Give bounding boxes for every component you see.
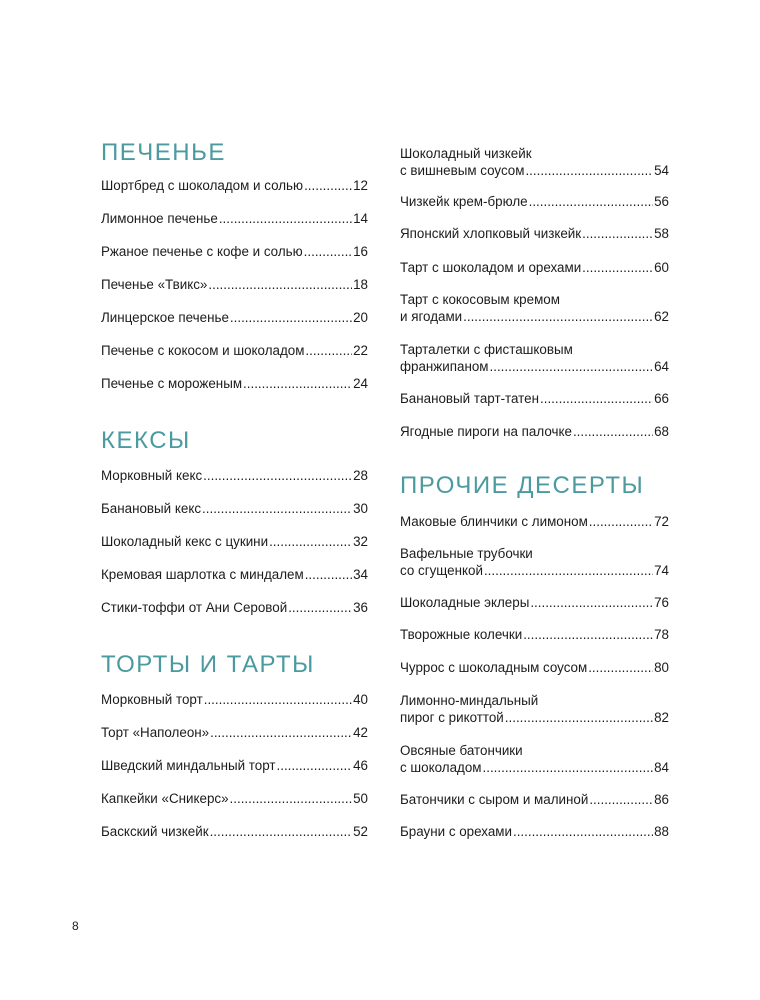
entry-page: 62 (654, 309, 669, 324)
entry-page: 58 (654, 226, 669, 241)
dot-leader (288, 599, 352, 616)
toc-entry[interactable] (400, 742, 669, 776)
entry-page: 40 (353, 692, 368, 707)
dot-leader (589, 513, 653, 530)
toc-entry[interactable] (400, 291, 669, 325)
entry-page: 30 (353, 501, 368, 516)
entry-label: Творожные колечки (400, 627, 523, 642)
entry-label-line1: Вафельные трубочки (400, 546, 533, 561)
dot-leader (230, 790, 353, 807)
entry-label: Чуррос с шоколадным соусом (400, 660, 588, 675)
toc-entry[interactable] (400, 390, 669, 407)
toc-entry[interactable] (101, 243, 368, 260)
dot-leader (573, 423, 653, 440)
toc-entry[interactable] (101, 500, 368, 517)
entry-page: 74 (654, 563, 669, 578)
entry-label: Печенье «Твикс» (101, 277, 208, 292)
toc-entry[interactable] (400, 659, 669, 676)
section-title-other-desserts: ПРОЧИЕ ДЕСЕРТЫ (400, 472, 645, 499)
entry-page: 52 (353, 824, 368, 839)
dot-leader (210, 823, 353, 840)
dot-leader (484, 562, 653, 579)
toc-entry[interactable] (400, 692, 669, 726)
dot-leader (483, 759, 654, 776)
entry-label-line1: Лимонно-миндальный (400, 693, 539, 708)
dot-leader (304, 177, 352, 194)
dot-leader (513, 823, 653, 840)
toc-entry[interactable] (101, 177, 368, 194)
entry-label: Лимонное печенье (101, 211, 218, 226)
entry-label: Чизкейк крем-брюле (400, 194, 528, 209)
toc-entry[interactable] (400, 193, 669, 210)
dot-leader (530, 594, 653, 611)
toc-entry[interactable] (101, 790, 368, 807)
entry-label: Маковые блинчики с лимоном (400, 514, 588, 529)
entry-page: 28 (353, 468, 368, 483)
entry-page: 66 (654, 391, 669, 406)
entry-page: 22 (353, 343, 368, 358)
toc-entry[interactable] (400, 423, 669, 440)
entry-page: 34 (353, 567, 368, 582)
entry-page: 36 (353, 600, 368, 615)
entry-page: 64 (654, 359, 669, 374)
entry-label: франжипаном (400, 359, 489, 374)
entry-label-line1: Тарт с кокосовым кремом (400, 292, 560, 307)
entry-label: Линцерское печенье (101, 310, 229, 325)
dot-leader (540, 390, 653, 407)
entry-label: Батончики с сыром и малиной (400, 792, 589, 807)
entry-page: 32 (353, 534, 368, 549)
entry-label: Торт «Наполеон» (101, 725, 210, 740)
toc-entry[interactable] (400, 626, 669, 643)
entry-label: Печенье с мороженым (101, 376, 243, 391)
entry-page: 88 (654, 824, 669, 839)
entry-page: 16 (353, 244, 368, 259)
entry-page: 56 (654, 194, 669, 209)
dot-leader (208, 276, 352, 293)
entry-page: 42 (353, 725, 368, 740)
dot-leader (243, 375, 352, 392)
dot-leader (505, 709, 653, 726)
section-title-cakes-and-tarts: ТОРТЫ И ТАРТЫ (101, 651, 315, 678)
entry-page: 54 (654, 163, 669, 178)
toc-entry[interactable] (400, 594, 669, 611)
entry-label: с вишневым соусом (400, 163, 525, 178)
toc-entry[interactable] (101, 757, 368, 774)
entry-page: 76 (654, 595, 669, 610)
entry-page: 72 (654, 514, 669, 529)
entry-label-line1: Овсяные батончики (400, 743, 523, 758)
dot-leader (204, 691, 352, 708)
entry-label-line1: Тарталетки с фисташковым (400, 342, 573, 357)
entry-page: 50 (353, 791, 368, 806)
entry-page: 20 (353, 310, 368, 325)
toc-entry[interactable] (101, 823, 368, 840)
entry-page: 86 (654, 792, 669, 807)
dot-leader (525, 162, 653, 179)
entry-label: Морковный торт (101, 692, 203, 707)
dot-leader (304, 243, 352, 260)
entry-page: 68 (654, 424, 669, 439)
entry-page: 46 (353, 758, 368, 773)
toc-entry[interactable] (400, 259, 669, 276)
entry-label: Шоколадный кекс с цукини (101, 534, 269, 549)
section-title-cupcakes: КЕКСЫ (101, 427, 191, 454)
dot-leader (589, 791, 653, 808)
entry-page: 78 (654, 627, 669, 642)
entry-label: Стики-тоффи от Ани Серовой (101, 600, 288, 615)
toc-entry[interactable] (400, 513, 669, 530)
dot-leader (203, 467, 352, 484)
dot-leader (230, 309, 352, 326)
entry-label: пирог с рикоттой (400, 710, 504, 725)
entry-label: Печенье с кокосом и шоколадом (101, 343, 305, 358)
entry-label: Капкейки «Сникерс» (101, 791, 229, 806)
dot-leader (490, 358, 654, 375)
entry-page: 18 (353, 277, 368, 292)
entry-label: Баскский чизкейк (101, 824, 209, 839)
entry-page: 80 (654, 660, 669, 675)
dot-leader (277, 757, 353, 774)
dot-leader (523, 626, 653, 643)
toc-entry[interactable] (101, 309, 368, 326)
entry-page: 14 (353, 211, 368, 226)
entry-label: Шортбред с шоколадом и солью (101, 178, 304, 193)
toc-entry[interactable] (101, 375, 368, 392)
toc-entry[interactable] (101, 599, 368, 616)
entry-label: Банановый тарт-татен (400, 391, 539, 406)
entry-label: Брауни с орехами (400, 824, 512, 839)
dot-leader (269, 533, 352, 550)
entry-page: 24 (353, 376, 368, 391)
dot-leader (210, 724, 352, 741)
entry-label: и ягодами (400, 309, 463, 324)
entry-page: 12 (353, 178, 368, 193)
dot-leader (305, 342, 352, 359)
dot-leader (588, 659, 653, 676)
dot-leader (219, 210, 352, 227)
entry-label: Шведский миндальный торт (101, 758, 276, 773)
entry-label: Морковный кекс (101, 468, 203, 483)
dot-leader (202, 500, 352, 517)
toc-entry[interactable] (101, 691, 368, 708)
entry-label: Кремовая шарлотка с миндалем (101, 567, 304, 582)
dot-leader (463, 308, 653, 325)
toc-entry[interactable] (400, 545, 669, 579)
entry-page: 84 (654, 760, 669, 775)
toc-entry[interactable] (400, 791, 669, 808)
toc-entry[interactable] (101, 533, 368, 550)
entry-label: Японский хлопковый чизкейк (400, 226, 582, 241)
entry-label: со сгущенкой (400, 563, 483, 578)
toc-entry[interactable] (101, 566, 368, 583)
entry-label: Банановый кекс (101, 501, 202, 516)
entry-page: 82 (654, 710, 669, 725)
toc-entry[interactable] (400, 145, 669, 179)
toc-entry[interactable] (101, 467, 368, 484)
toc-entry[interactable] (400, 341, 669, 375)
entry-label: Ягодные пироги на палочке (400, 424, 572, 439)
toc-entry[interactable] (101, 210, 368, 227)
toc-entry[interactable] (400, 225, 669, 242)
toc-entry[interactable] (101, 724, 368, 741)
toc-entry[interactable] (101, 276, 368, 293)
toc-entry[interactable] (101, 342, 368, 359)
dot-leader (529, 193, 653, 210)
entry-label: с шоколадом (400, 760, 482, 775)
entry-label: Шоколадные эклеры (400, 595, 530, 610)
page-number: 8 (72, 919, 79, 933)
dot-leader (305, 566, 352, 583)
section-title-cookies: ПЕЧЕНЬЕ (101, 139, 226, 166)
dot-leader (582, 225, 653, 242)
dot-leader (582, 259, 653, 276)
entry-label-line1: Шоколадный чизкейк (400, 146, 532, 161)
entry-label: Ржаное печенье с кофе и солью (101, 244, 303, 259)
entry-label: Тарт с шоколадом и орехами (400, 260, 582, 275)
toc-entry[interactable] (400, 823, 669, 840)
entry-page: 60 (654, 260, 669, 275)
